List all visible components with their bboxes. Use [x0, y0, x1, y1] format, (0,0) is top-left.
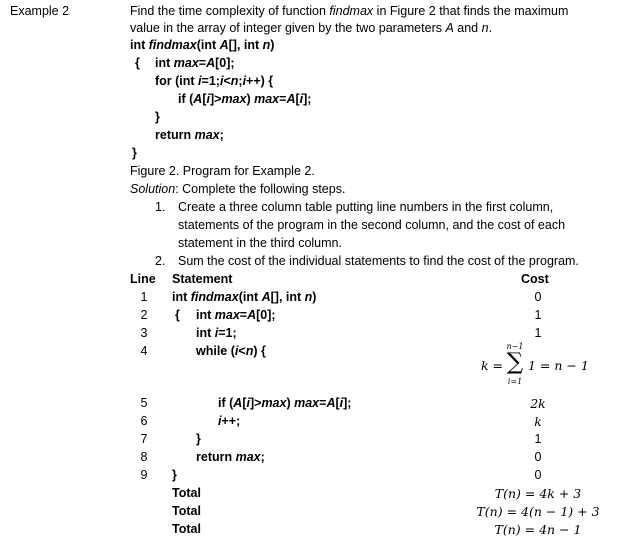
- total-label: Total: [172, 486, 201, 500]
- table-statement-brace: {: [175, 308, 180, 322]
- cost-sum-lower: i=1: [507, 377, 523, 386]
- code-signature: int findmax(int A[], int n): [130, 38, 275, 52]
- table-cost: 2k: [530, 396, 546, 411]
- figure-caption: Figure 2. Program for Example 2.: [130, 164, 315, 178]
- total-label: Total: [172, 504, 201, 518]
- step-text: Create a three column table putting line numbers in the first column,: [178, 200, 554, 214]
- line-number: 7: [140, 432, 148, 446]
- solution-line: Solution: Complete the following steps.: [130, 182, 346, 196]
- sigma-icon: ∑: [506, 349, 524, 375]
- table-statement: return max;: [196, 450, 265, 464]
- table-header-cost: Cost: [521, 272, 549, 286]
- intro-line-1: Find the time complexity of function findmax in Figure 2 that finds the maximum: [130, 4, 569, 18]
- line-number: 1: [140, 290, 148, 304]
- line-number: 5: [140, 396, 148, 410]
- table-statement: int findmax(int A[], int n): [172, 290, 317, 304]
- table-statement: i++;: [218, 414, 241, 428]
- intro-line-2: value in the array of integer given by the two parameters A and n.: [130, 21, 493, 35]
- table-statement: while (i<n) {: [196, 344, 266, 358]
- example-label: Example 2: [10, 4, 70, 18]
- table-header-line: Line: [130, 272, 156, 286]
- step-text: Sum the cost of the individual statements to find the cost of the program.: [178, 254, 579, 268]
- total-cost: T(n) = 4n − 1: [494, 522, 582, 537]
- code-line-if: if (A[i]>max) max=A[i];: [178, 92, 312, 106]
- line-number: 3: [140, 326, 148, 340]
- step-text: statement in the third column.: [178, 236, 342, 250]
- table-statement: }: [172, 468, 177, 482]
- step-number: 2.: [155, 254, 166, 268]
- table-cost: 0: [534, 290, 542, 304]
- table-header-statement: Statement: [172, 272, 233, 286]
- table-statement: }: [196, 432, 201, 446]
- table-statement: int max=A[0];: [196, 308, 276, 322]
- total-label: Total: [172, 522, 201, 536]
- line-number: 2: [140, 308, 148, 322]
- table-statement: int i=1;: [196, 326, 237, 340]
- line-number: 9: [140, 468, 148, 482]
- code-close-brace-loop: }: [155, 110, 160, 124]
- step-number: 1.: [155, 200, 166, 214]
- table-statement: if (A[i]>max) max=A[i];: [218, 396, 352, 410]
- line-number: 4: [140, 344, 148, 358]
- code-line-for: for (int i=1;i<n;i++) {: [155, 74, 274, 88]
- table-cost: 0: [534, 468, 542, 482]
- code-close-brace: }: [132, 146, 137, 160]
- cost-sum-rhs: 1 = n − 1: [528, 358, 589, 373]
- total-cost: T(n) = 4k + 3: [494, 486, 582, 501]
- line-number: 8: [140, 450, 148, 464]
- table-cost: k: [534, 414, 542, 429]
- table-cost: 1: [534, 326, 542, 340]
- total-cost: T(n) = 4(n − 1) + 3: [476, 504, 600, 519]
- table-cost: 1: [534, 432, 542, 446]
- cost-sum-upper: n−1: [506, 342, 524, 351]
- line-number: 6: [140, 414, 148, 428]
- code-line-return: return max;: [155, 128, 224, 142]
- code-open-brace: {: [135, 56, 140, 70]
- table-cost: 1: [534, 308, 542, 322]
- step-text: statements of the program in the second column, and the cost of each: [178, 218, 566, 232]
- code-line-max-init: int max=A[0];: [155, 56, 235, 70]
- cost-sum-lhs: k =: [481, 358, 504, 373]
- table-cost: 0: [534, 450, 542, 464]
